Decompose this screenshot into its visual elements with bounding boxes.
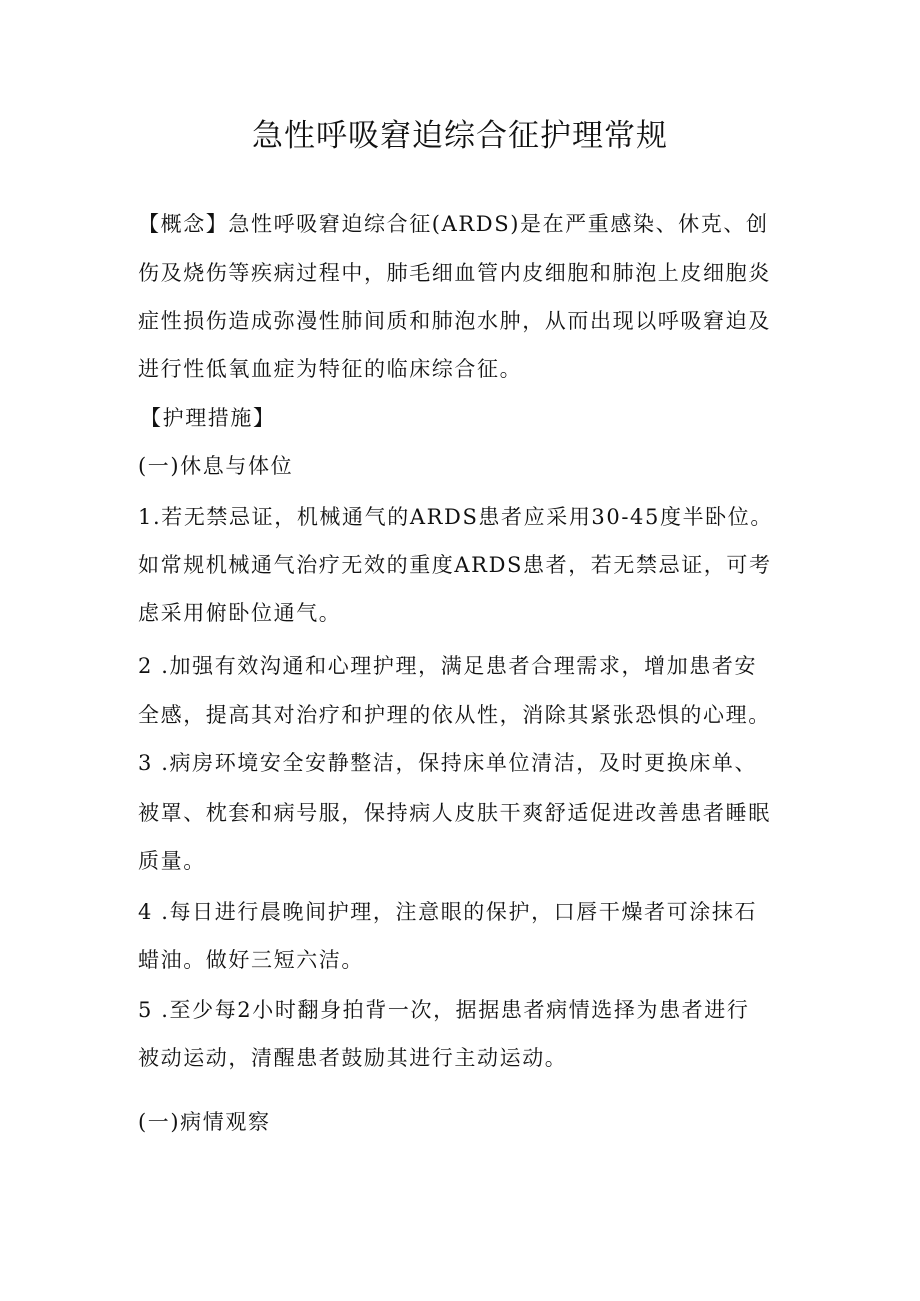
subsection-heading-rest-position: (一)休息与体位 [138,454,294,478]
item-3-line-1: 3 .病房环境安全安静整洁，保持床单位清洁，及时更换床单、 [138,751,758,775]
item-5-line-2: 被动运动，清醒患者鼓励其进行主动运动。 [138,1046,568,1070]
item-1-line-1: 1.若无禁忌证，机械通气的ARDS患者应采用30-45度半卧位。 [138,505,773,529]
item-1-line-3: 虑采用俯卧位通气。 [138,601,342,625]
item-2-line-1: 2 .加强有效沟通和心理护理，满足患者合理需求，增加患者安 [138,654,758,678]
item-3-line-3: 质量。 [138,849,206,873]
item-2-line-2: 全感，提高其对治疗和护理的依从性，消除其紧张恐惧的心理。 [138,703,771,727]
section-heading-care-measures: 【护理措施】 [140,406,276,430]
item-4-line-2: 蜡油。做好三短六洁。 [138,948,364,972]
item-5-line-1: 5 .至少每2小时翻身拍背一次，据据患者病情选择为患者进行 [138,998,750,1022]
concept-line-4: 进行性低氧血症为特征的临床综合征。 [138,357,523,381]
document-title: 急性呼吸窘迫综合征护理常规 [252,118,668,154]
concept-line-3: 症性损伤造成弥漫性肺间质和肺泡水肿，从而出现以呼吸窘迫及 [138,309,771,333]
item-1-line-2: 如常规机械通气治疗无效的重度ARDS患者，若无禁忌证，可考 [138,553,772,577]
item-3-line-2: 被罩、枕套和病号服，保持病人皮肤干爽舒适促进改善患者睡眠 [138,801,771,825]
item-4-line-1: 4 .每日进行晨晚间护理，注意眼的保护，口唇干燥者可涂抹石 [138,900,758,924]
subsection-heading-condition-observation: (一)病情观察 [138,1110,271,1134]
concept-line-1: 【概念】急性呼吸窘迫综合征(ARDS)是在严重感染、休克、创 [138,212,769,236]
concept-line-2: 伤及烧伤等疾病过程中，肺毛细血管内皮细胞和肺泡上皮细胞炎 [138,261,771,285]
